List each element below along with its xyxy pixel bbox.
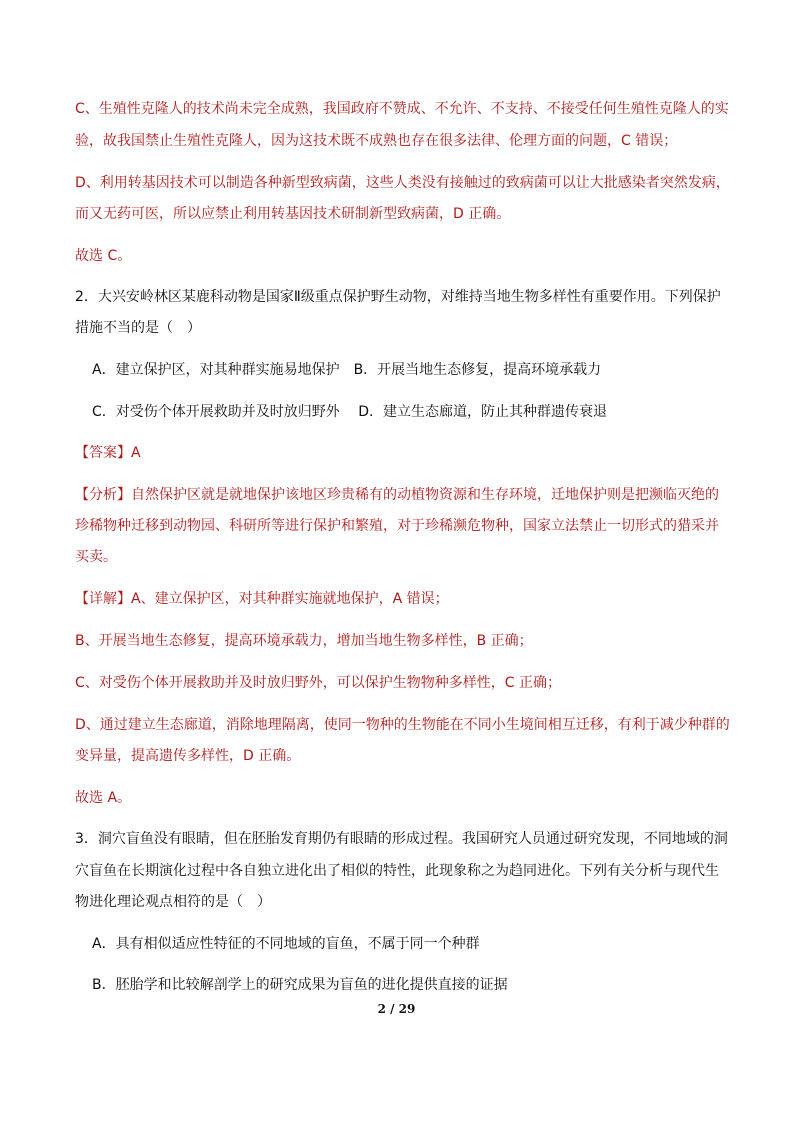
q2-stem-line1: 2．大兴安岭林区某鹿科动物是国家Ⅱ级重点保护野生动物，对维持当地生物多样性有重要作用。下列保护 — [75, 289, 721, 305]
q1-choice: 故选 C。 — [75, 248, 132, 264]
q1-analysis-d-line2: 而又无药可医，所以应禁止利用转基因技术研制新型致病菌，D 正确。 — [75, 206, 511, 222]
q1-analysis-c-line2: 验，故我国禁止生殖性克隆人，因为这技术既不成熟也存在很多法律、伦理方面的问题，C 错误； — [75, 133, 678, 149]
q1-analysis-c-line1: C、生殖性克隆人的技术尚未完全成熟，我国政府不赞成、不允许、不支持、不接受任何生殖性克隆人的实 — [75, 101, 729, 117]
q2-stem-line2: 措施不当的是（ ） — [75, 320, 201, 336]
q2-analysis-line1: 【分析】自然保护区就是就地保护该地区珍贵稀有的动植物资源和生存环境，迁地保护则是把濒临灭绝的 — [75, 487, 719, 503]
q1-analysis-d-line1: D、利用转基因技术可以制造各种新型致病菌，这些人类没有接触过的致病菌可以让大批感染者突然发病， — [75, 175, 730, 191]
q2-choice: 故选 A。 — [75, 790, 132, 806]
q2-detail-a: 【详解】A、建立保护区，对其种群实施就地保护，A 错误； — [75, 591, 449, 607]
q2-options-line1: A．建立保护区，对其种群实施易地保护 B．开展当地生态修复，提高环境承载力 — [92, 362, 602, 378]
q3-stem-line3: 物进化理论观点相符的是（ ） — [75, 894, 271, 910]
q2-answer: 【答案】A — [75, 445, 141, 461]
q2-detail-d-line1: D、通过建立生态廊道，消除地理隔离，使同一物种的生物能在不同小生境间相互迁移，有利于减少种群的 — [75, 717, 730, 733]
q2-detail-d-line2: 变异量，提高遗传多样性，D 正确。 — [75, 748, 301, 764]
q2-analysis-line2: 珍稀物种迁移到动物园、科研所等进行保护和繁殖，对于珍稀濒危物种，国家立法禁止一切形式的猎采并 — [75, 518, 719, 534]
q3-stem-line1: 3．洞穴盲鱼没有眼睛，但在胚胎发育期仍有眼睛的形成过程。我国研究人员通过研究发现，不同地域的洞 — [75, 831, 728, 847]
q3-stem-line2: 穴盲鱼在长期演化过程中各自独立进化出了相似的特性，此现象称之为趋同进化。下列有关分析与现代生 — [75, 863, 719, 879]
q2-analysis-line3: 买卖。 — [75, 549, 117, 565]
q2-options-line2: C．对受伤个体开展救助并及时放归野外 D．建立生态廊道，防止其种群遗传衰退 — [92, 404, 608, 420]
q2-detail-c: C、对受伤个体开展救助并及时放归野外，可以保护生物物种多样性，C 正确； — [75, 675, 561, 691]
q3-option-b: B．胚胎学和比较解剖学上的研究成果为盲鱼的进化提供直接的证据 — [92, 977, 508, 993]
page-number: 2 / 29 — [377, 1002, 416, 1016]
q2-detail-b: B、开展当地生态修复，提高环境承载力，增加当地生物多样性，B 正确； — [75, 633, 533, 649]
q3-option-a: A．具有相似适应性特征的不同地域的盲鱼，不属于同一个种群 — [92, 936, 480, 952]
